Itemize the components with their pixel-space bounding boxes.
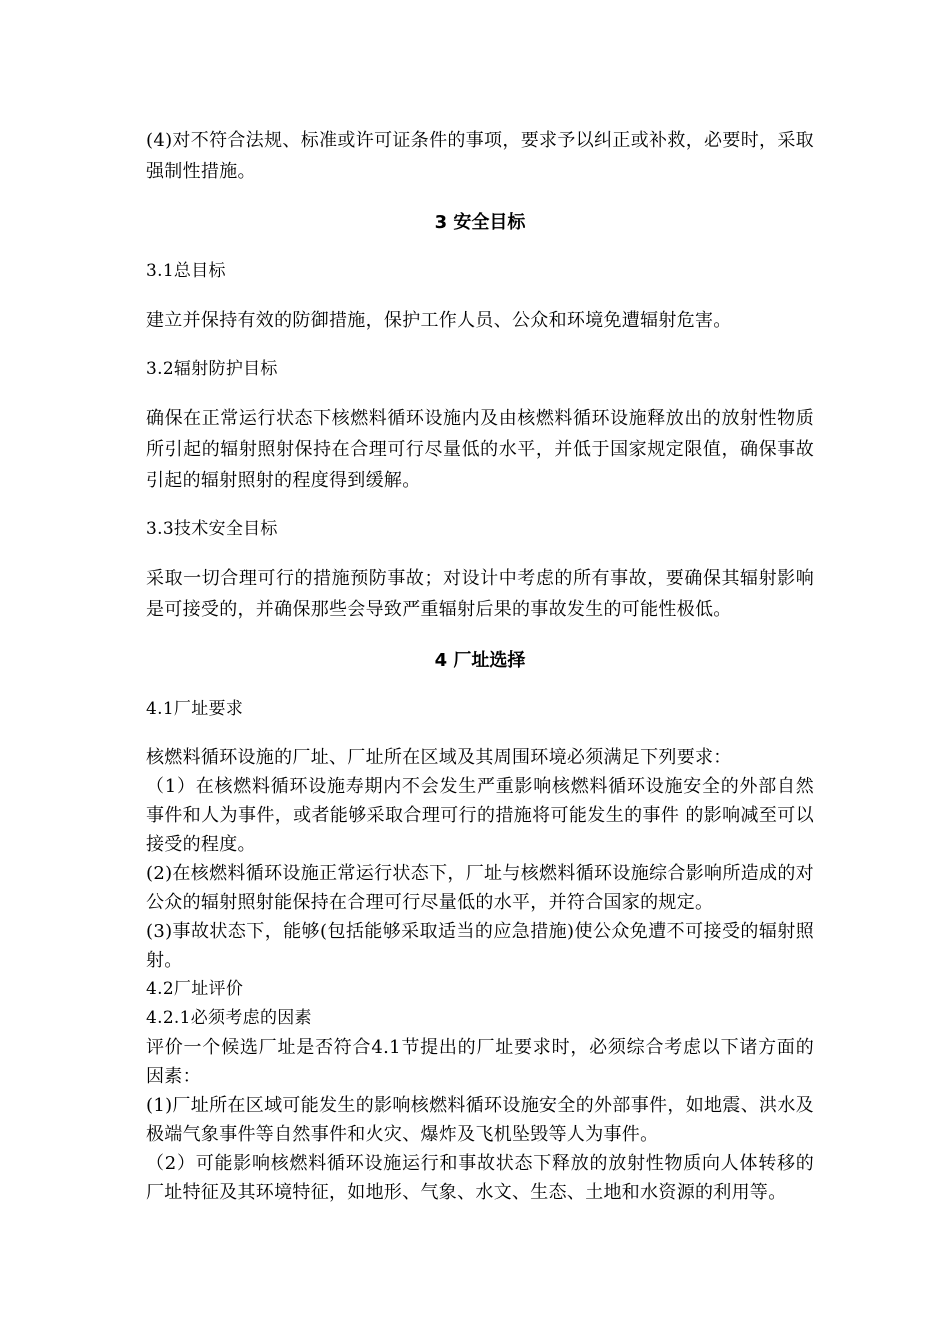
paragraph-4-1-item-1: （1）在核燃料循环设施寿期内不会发生严重影响核燃料循环设施安全的外部自然事件和人为事件，或者能够采取合理可行的措施将可能发生的事件 的影响减至可以接受的程度。 [146,776,814,855]
document-body [146,125,814,1207]
subsection-3-3: 3.3技术安全目标 [146,519,278,539]
paragraph-3-3: 采取一切合理可行的措施预防事故；对设计中考虑的所有事故，要确保其辐射影响是可接受的，并确保那些会导致严重辐射后果的事故发生的可能性极低。 [146,568,814,620]
paragraph-4-1-intro: 核燃料循环设施的厂址、厂址所在区域及其周围环境必须满足下列要求： [146,747,732,768]
subsection-3-1: 3.1总目标 [146,261,226,281]
subsection-4-1: 4.1厂址要求 [146,699,244,719]
section-heading-4: 4 厂址选择 [434,650,526,671]
paragraph-4-2-1-item-2: （2）可能影响核燃料循环设施运行和事故状态下释放的放射性物质向人体转移的厂址特征及其环境特征，如地形、气象、水文、生态、土地和水资源的利用等。 [146,1153,814,1203]
paragraph-item-4: (4)对不符合法规、标准或许可证条件的事项，要求予以纠正或补救，必要时，采取强制性措施。 [146,130,814,182]
paragraph-3-2: 确保在正常运行状态下核燃料循环设施内及由核燃料循环设施释放出的放射性物质所引起的辐射照射保持在合理可行尽量低的水平，并低于国家规定限值，确保事故引起的辐射照射的程度得到缓解。 [146,408,814,491]
section-heading-3: 3 安全目标 [434,212,526,233]
paragraph-4-2-1-intro: 评价一个候选厂址是否符合4.1节提出的厂址要求时，必须综合考虑以下诸方面的因素： [146,1037,814,1087]
paragraph-4-1-item-2: (2)在核燃料循环设施正常运行状态下，厂址与核燃料循环设施综合影响所造成的对公众的辐射照射能保持在合理可行尽量低的水平，并符合国家的规定。 [146,863,814,913]
paragraph-4-2-1-item-1: (1)厂址所在区域可能发生的影响核燃料循环设施安全的外部事件，如地震、洪水及极端气象事件等自然事件和火灾、爆炸及飞机坠毁等人为事件。 [146,1095,814,1145]
subsection-4-2-1: 4.2.1必须考虑的因素 [146,1008,312,1028]
subsection-4-2: 4.2厂址评价 [146,979,244,999]
paragraph-3-1: 建立并保持有效的防御措施，保护工作人员、公众和环境免遭辐射危害。 [146,310,732,331]
subsection-3-2: 3.2辐射防护目标 [146,359,278,379]
paragraph-4-1-item-3: (3)事故状态下，能够(包括能够采取适当的应急措施)使公众免遭不可接受的辐射照射。 [146,921,814,971]
